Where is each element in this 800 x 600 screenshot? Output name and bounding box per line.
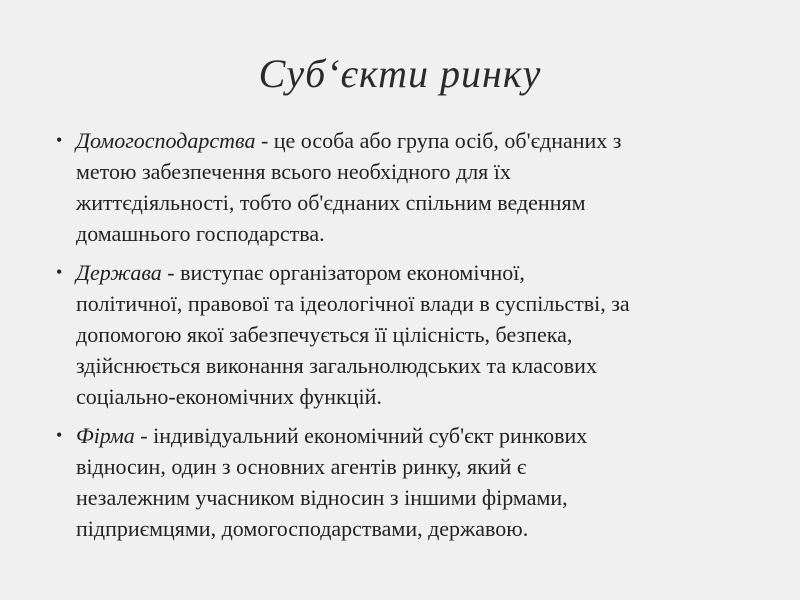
definition-text: - це особа або група осіб, об'єднаних з (255, 128, 622, 153)
definition-text: відносин, один з основних агентів ринку, який є (76, 454, 527, 479)
bullet-item-households (52, 125, 772, 249)
definition-text: - індивідуальний економічний суб'єкт ринкових (134, 423, 588, 448)
slide-title: Суб‘єкти ринку (258, 51, 542, 96)
term-firm: Фірма (76, 423, 135, 448)
term-households: Домогосподарства (76, 128, 256, 153)
definition-text: життєдіяльності, тобто об'єднаних спільним веденням (76, 190, 586, 215)
bullet-dot-icon: • (56, 262, 63, 282)
definition-text: домашнього господарства. (76, 221, 325, 246)
definition-text: незалежним учасником відносин з іншими фірмами, (76, 485, 568, 510)
bullet-line (76, 257, 772, 288)
bullet-list (52, 125, 772, 552)
bullet-dot-icon: • (56, 130, 63, 150)
definition-text: політичної, правової та ідеологічної влади в суспільстві, за (76, 291, 630, 316)
definition-text: соціально-економічних функцій. (76, 384, 382, 409)
bullet-dot-icon: • (56, 425, 63, 445)
definition-text: метою забезпечення всього необхідного для їх (76, 159, 511, 184)
term-state: Держава (76, 260, 162, 285)
bullet-line (76, 125, 772, 156)
definition-text: - виступає організатором економічної, (161, 260, 525, 285)
definition-text: допомогою якої забезпечується її цілісність, безпека, (76, 322, 573, 347)
definition-text: підприємцями, домогосподарствами, державою. (76, 516, 529, 541)
definition-text: здійснюється виконання загальнолюдських та класових (76, 353, 597, 378)
bullet-line (76, 420, 772, 451)
bullet-item-firm (52, 420, 772, 544)
bullet-item-state (52, 257, 772, 412)
